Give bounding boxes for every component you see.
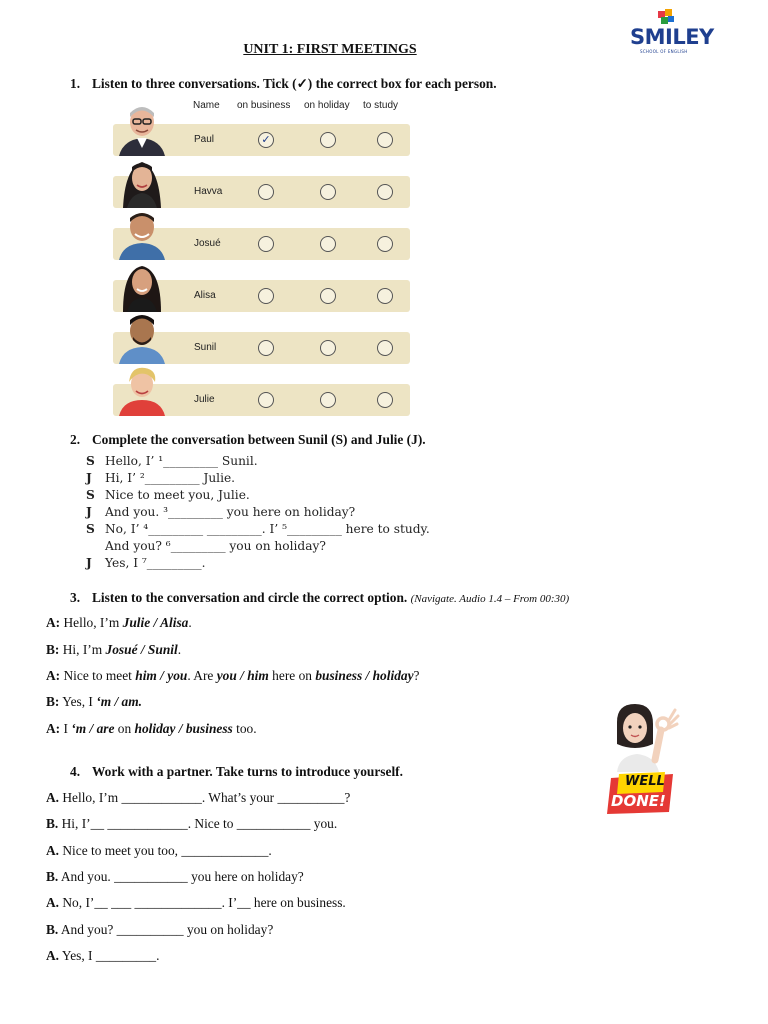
option-on-holiday[interactable] <box>320 184 336 200</box>
header-name: Name <box>193 100 220 111</box>
line-text: . <box>188 615 192 630</box>
dialogue-line <box>46 869 304 885</box>
option-on-business[interactable]: ✓ <box>258 132 274 148</box>
logo-text: SMILEY <box>630 25 714 49</box>
speaker: J <box>86 505 92 519</box>
question-text: Work with a partner. Take turns to introduce yourself. <box>92 764 403 779</box>
option-choice[interactable]: business / holiday <box>315 668 414 683</box>
line-text: Hello, I’m <box>60 615 123 630</box>
question-number: 2. <box>70 432 81 447</box>
option-choice[interactable]: holiday / business <box>134 721 233 736</box>
header-on-business: on business <box>237 100 291 111</box>
dialogue-line <box>86 488 250 502</box>
row-name: Paul <box>194 134 215 145</box>
table-row <box>113 124 410 156</box>
option-on-holiday[interactable] <box>320 132 336 148</box>
speaker: B. <box>46 922 59 937</box>
line-text: And you. ___________ you here on holiday? <box>58 869 304 884</box>
line-text: . Are <box>187 668 217 683</box>
option-on-business[interactable] <box>258 236 274 252</box>
dialogue-line <box>46 642 181 658</box>
table-row <box>113 228 410 260</box>
speaker: A. <box>46 843 60 858</box>
speaker: A: <box>46 615 61 630</box>
speaker: A: <box>46 721 61 736</box>
speaker: J <box>86 556 92 570</box>
question-number: 3. <box>70 590 81 605</box>
option-choice[interactable]: him / you <box>135 668 188 683</box>
option-on-holiday[interactable] <box>320 236 336 252</box>
line-text: And you. ³_________ you here on holiday? <box>105 505 356 519</box>
question-number: 1. <box>70 76 81 91</box>
person-sunil-photo <box>115 310 169 364</box>
row-name: Sunil <box>194 342 217 353</box>
speaker: S <box>86 522 95 536</box>
row-name: Julie <box>194 394 215 405</box>
row-name: Josué <box>194 238 221 249</box>
dialogue-line <box>86 505 355 519</box>
line-text: Nice to meet <box>60 668 136 683</box>
question-2 <box>70 432 426 448</box>
dialogue-line <box>86 471 235 485</box>
option-to-study[interactable] <box>377 184 393 200</box>
question-3 <box>70 590 569 606</box>
header-on-holiday: on holiday <box>304 100 350 111</box>
line-text: Hi, I’m <box>59 642 106 657</box>
table-row <box>113 384 410 416</box>
line-text: Hi, I’__ ____________. Nice to ___________ you. <box>58 816 338 831</box>
speaker: B. <box>46 816 59 831</box>
dialogue-line <box>46 922 273 938</box>
speaker: A. <box>46 895 60 910</box>
option-to-study[interactable] <box>377 392 393 408</box>
page-title: UNIT 1: FIRST MEETINGS <box>243 42 417 57</box>
logo-subtitle: SCHOOL OF ENGLISH <box>640 49 688 54</box>
person-josue-photo <box>115 206 169 260</box>
line-text: I <box>60 721 72 736</box>
option-on-business[interactable] <box>258 184 274 200</box>
speaker: A. <box>46 948 60 963</box>
line-text: Hi, I’ ²_________ Julie. <box>105 471 236 485</box>
line-text: No, I’__ ___ _____________. I’__ here on business. <box>59 895 346 910</box>
option-on-business[interactable] <box>258 340 274 356</box>
dialogue-line <box>46 895 346 911</box>
option-to-study[interactable] <box>377 340 393 356</box>
dialogue-line <box>86 454 258 468</box>
line-text: Nice to meet you, Julie. <box>105 488 250 502</box>
dialogue-line <box>46 843 272 859</box>
dialogue-line <box>46 615 192 631</box>
speaker: A. <box>46 790 60 805</box>
option-on-holiday[interactable] <box>320 392 336 408</box>
option-choice[interactable]: Josué / Sunil <box>105 642 178 657</box>
speaker: S <box>86 488 95 502</box>
sticker-word-done: DONE! <box>611 792 666 810</box>
line-text: Yes, I ⁷_________. <box>105 556 206 570</box>
dialogue-line <box>86 556 206 570</box>
line-text: And you? ⁶_________ you on holiday? <box>105 539 326 553</box>
question-4 <box>70 764 403 780</box>
question-text: Listen to three conversations. Tick (✓) the correct box for each person. <box>92 76 497 91</box>
dialogue-line <box>86 539 326 553</box>
option-choice[interactable]: Julie / Alisa <box>122 615 189 630</box>
option-on-holiday[interactable] <box>320 288 336 304</box>
audio-note: (Navigate. Audio 1.4 – From 00:30) <box>410 593 570 605</box>
dialogue-line <box>46 816 337 832</box>
line-text: Yes, I <box>59 694 97 709</box>
dialogue-line <box>46 790 350 806</box>
sticker-word-well: WELL <box>625 774 665 789</box>
table-row <box>113 280 410 312</box>
option-choice[interactable]: ‘m / are <box>71 721 115 736</box>
line-text: too. <box>232 721 257 736</box>
speaker: B: <box>46 694 60 709</box>
speaker: S <box>86 454 95 468</box>
option-to-study[interactable] <box>377 236 393 252</box>
option-to-study[interactable] <box>377 132 393 148</box>
option-choice[interactable]: you / him <box>216 668 269 683</box>
dialogue-line <box>46 668 420 684</box>
option-to-study[interactable] <box>377 288 393 304</box>
line-text: Hello, I’ ¹_________ Sunil. <box>105 454 258 468</box>
dialogue-line <box>86 522 430 536</box>
question-text: Listen to the conversation and circle the correct option. <box>92 590 408 605</box>
line-text: on <box>114 721 135 736</box>
person-alisa-photo <box>115 258 169 312</box>
dialogue-line <box>46 948 159 964</box>
question-number: 4. <box>70 764 81 779</box>
speaker: A: <box>46 668 61 683</box>
speaker: B. <box>46 869 59 884</box>
line-text: Hello, I’m ____________. What’s your __________? <box>59 790 351 805</box>
well-done-sticker <box>603 700 681 818</box>
option-on-holiday[interactable] <box>320 340 336 356</box>
table-row <box>113 332 410 364</box>
option-on-business[interactable] <box>258 288 274 304</box>
dialogue-line <box>46 694 142 710</box>
line-text: Yes, I _________. <box>59 948 160 963</box>
row-name: Alisa <box>194 290 216 301</box>
person-paul-photo <box>115 102 169 156</box>
option-choice[interactable]: ‘m / am. <box>96 694 142 709</box>
line-text: Nice to meet you too, _____________. <box>59 843 272 858</box>
question-1 <box>70 76 497 92</box>
line-text: No, I’ ⁴_________ _________. I’ ⁵_________ here to study. <box>105 522 430 536</box>
speaker: J <box>86 471 92 485</box>
line-text: here on <box>268 668 316 683</box>
table-row <box>113 176 410 208</box>
row-name: Havva <box>194 186 223 197</box>
line-text: ? <box>413 668 420 683</box>
person-julie-photo <box>115 362 169 416</box>
line-text: . <box>177 642 182 657</box>
speaker: B: <box>46 642 60 657</box>
dialogue-line <box>46 721 257 737</box>
header-to-study: to study <box>363 100 399 111</box>
question-text: Complete the conversation between Sunil (S) and Julie (J). <box>92 432 426 447</box>
line-text: And you? __________ you on holiday? <box>58 922 274 937</box>
person-havva-photo <box>115 154 169 208</box>
option-on-business[interactable] <box>258 392 274 408</box>
